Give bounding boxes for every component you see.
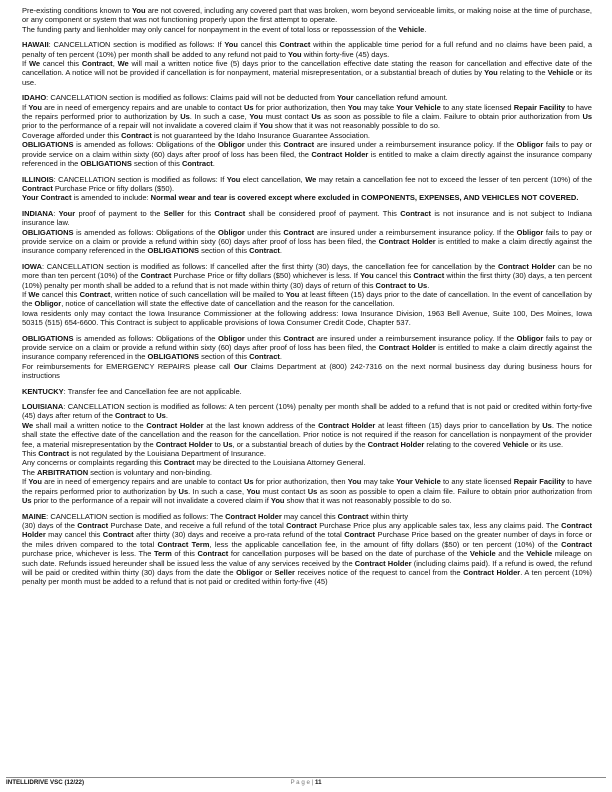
- bold-term: Contract: [163, 458, 195, 468]
- bold-term: Obligor: [236, 567, 263, 577]
- text-run: to: [212, 439, 223, 449]
- text-run: after thirty (30) days and receive a pro-rata refund of the total: [133, 530, 345, 540]
- bold-term: Contract Holder: [378, 343, 436, 352]
- text-run: : CANCELLATION section is modified as follows: The: [46, 511, 226, 521]
- paragraph: [22, 421, 592, 449]
- text-run: or its use.: [528, 439, 564, 449]
- footer-page-number: [6, 777, 606, 789]
- text-run: Purchase Date, and receive a full refund of the total: [108, 520, 287, 530]
- text-run: or: [262, 567, 275, 577]
- text-run: prior to the performance of a repair will not invalidate a covered claim if: [31, 496, 271, 506]
- text-run: section of this: [131, 159, 182, 169]
- bold-term: ILLINOIS: [22, 174, 54, 184]
- bold-term: Vehicle: [502, 439, 529, 449]
- text-run: If: [22, 289, 29, 299]
- paragraph: [22, 25, 592, 34]
- bold-term: Contract: [337, 511, 369, 521]
- bold-term: Contract: [249, 352, 280, 362]
- bold-term: Contract: [283, 333, 315, 343]
- bold-term: We: [117, 59, 129, 69]
- text-run: .: [279, 352, 282, 362]
- text-run: Purchase Price or fifty dollars ($50).: [52, 183, 175, 193]
- bold-term: Obligor: [34, 299, 62, 309]
- text-run: . In such a case,: [189, 112, 250, 122]
- text-run: for prior authorization, then: [253, 102, 348, 112]
- text-run: may take: [361, 102, 397, 112]
- bold-term: Contract Holder: [378, 236, 436, 246]
- bold-term: Obligor: [516, 140, 544, 150]
- text-run: Pre-existing conditions known to: [22, 6, 132, 15]
- bold-term: Us: [243, 477, 254, 487]
- text-run: is amended as follows: Obligations of the: [73, 333, 219, 343]
- text-run: at least fifteen (15) days prior to the date of cancellation. In the event of cancellation by the: [22, 289, 592, 309]
- text-run: Any concerns or complaints regarding this: [22, 458, 164, 468]
- document-body: [22, 6, 592, 587]
- bold-term: Contract: [279, 40, 311, 50]
- text-run: to have the repairs performed prior to authorization by: [22, 102, 592, 122]
- bold-term: OBLIGATIONS: [22, 333, 74, 343]
- text-run: to any state licensed: [440, 102, 514, 112]
- text-run: at the last known address of the: [203, 420, 319, 430]
- footer-form-id: INTELLIDRIVE VSC (12/22): [6, 779, 85, 786]
- paragraph: [22, 468, 592, 477]
- paragraph: [22, 131, 592, 140]
- text-run: are insured under a reimbursement insurance policy. If the: [314, 140, 517, 150]
- bold-term: Contract: [561, 539, 593, 549]
- bold-term: You: [360, 271, 374, 281]
- text-run: fails to pay or provide service on a claim within sixty (60) days after proof of loss has been filed, the: [22, 140, 592, 159]
- bold-term: You: [484, 68, 498, 78]
- bold-term: KENTUCKY: [22, 386, 64, 396]
- text-run: cancel this: [40, 59, 82, 69]
- bold-term: ARBITRATION: [37, 467, 89, 477]
- bold-term: Us: [243, 102, 254, 112]
- text-run: Iowa residents only may contact the Iowa Insurance Commissioner at the following address: Iowa Insurance Division, 1963 Bell Avenue, Suite 100, Des Moines, Iowa 50315 (515) 654-6600. This: [22, 308, 592, 328]
- text-run: to: [145, 411, 157, 421]
- bold-term: Contract: [181, 159, 213, 169]
- bold-term: We: [305, 174, 317, 184]
- paragraph: [22, 103, 592, 131]
- text-run: . The notice shall state the effective date of the cancellation and the reason for the cancellation. Prior notice is not required if the reason for cancellation is nonpayment of the provider fee, a material misrepresentation by the: [22, 420, 593, 449]
- text-run: cancel this: [373, 271, 414, 281]
- bold-term: Contract: [286, 520, 317, 530]
- text-run: for this: [184, 208, 215, 218]
- text-run: : Transfer fee and Cancellation fee are not applicable.: [63, 386, 242, 396]
- text-run: to any state licensed: [440, 477, 514, 487]
- paragraph: [22, 362, 592, 381]
- text-run: elect cancellation,: [240, 174, 306, 184]
- text-run: Purchase Price plus any applicable sales tax, less any claims paid. The: [316, 520, 562, 530]
- text-run: show that it was not reasonably possible to do so.: [284, 496, 452, 506]
- text-run: Contract: [116, 318, 145, 328]
- text-run: may be directed to the Louisiana Attorney General.: [194, 458, 366, 468]
- bold-term: You: [288, 49, 302, 59]
- bold-term: Us: [582, 112, 593, 122]
- text-run: at least fifteen (15) days prior to cancellation by: [375, 420, 543, 430]
- bold-term: You: [347, 477, 362, 487]
- bold-term: We: [28, 289, 40, 299]
- text-run: show that it was not reasonably possible to do so.: [272, 121, 440, 131]
- bold-term: Contract Holder: [463, 567, 521, 577]
- text-run: under this: [244, 333, 284, 343]
- text-run: If: [22, 102, 29, 112]
- text-run: within the first thirty (30) days, a ten percent (10%) penalty per month shall be added to a refund that is not made within thirty (30) days of return of this: [22, 271, 593, 290]
- bold-term: Vehicle: [398, 24, 425, 34]
- bold-term: Us: [311, 112, 321, 122]
- text-run: cancel this: [39, 289, 80, 299]
- paragraph: [22, 290, 592, 309]
- text-run: . In such a case,: [188, 486, 247, 496]
- text-run: is not regulated by the Louisiana Department of Insurance.: [69, 449, 266, 459]
- text-run: If: [22, 477, 29, 487]
- text-run: , written notice of such cancellation will be mailed to: [110, 289, 286, 299]
- paragraph: [22, 521, 592, 587]
- text-run: may retain a cancellation fee not to exceed the lesser of ten percent (10%) of the: [316, 174, 592, 184]
- text-run: for prior authorization, then: [253, 477, 348, 487]
- text-run: .: [212, 159, 215, 169]
- bold-term: Seller: [163, 208, 185, 218]
- bold-term: OBLIGATIONS: [147, 246, 200, 256]
- text-run: within the applicable time period for a full refund and no claims have been paid, a penalty of ten percent (10%) per month shall be added to any refund not paid to: [22, 40, 592, 59]
- bold-term: Us: [180, 112, 190, 122]
- bold-term: You: [28, 102, 42, 112]
- text-run: The funding party and lienholder may only cancel for nonpayment in the event of total loss or repossession of the: [22, 24, 399, 34]
- bold-term: Contract: [413, 271, 445, 281]
- bold-term: Contract: [283, 140, 315, 150]
- bold-term: We: [22, 420, 34, 430]
- bold-term: Contract: [214, 208, 246, 218]
- text-run: to have the repairs performed prior to authorization by: [22, 477, 592, 496]
- text-run: must contact: [260, 486, 308, 496]
- paragraph: [22, 228, 592, 256]
- text-run: section of this: [199, 246, 250, 256]
- bold-term: Contract Holder: [311, 149, 369, 159]
- text-run: relating to the: [497, 68, 548, 78]
- text-run: are in need of emergency repairs and are unable to contact: [41, 477, 244, 487]
- text-run: prior to the performance of a repair will not invalidate a covered claim if: [22, 121, 260, 131]
- text-run: .: [424, 24, 427, 34]
- bold-term: LOUISIANA: [22, 402, 64, 412]
- text-run: If: [22, 59, 29, 69]
- bold-term: You: [224, 40, 238, 50]
- bold-term: Contract to Us: [375, 280, 428, 290]
- bold-term: Obligor: [516, 333, 544, 343]
- text-run: shall mail a written notice to the: [33, 420, 147, 430]
- bold-term: You: [249, 112, 263, 122]
- text-run: is entitled to make a claim directly against the insurance company referenced in the: [22, 236, 592, 256]
- bold-term: Our: [233, 361, 248, 371]
- bold-term: Vehicle: [526, 549, 553, 559]
- bold-term: Contract Holder: [225, 511, 282, 521]
- page-footer: [6, 777, 606, 789]
- text-run: is not insurance and is not subject to Indiana insurance law.: [22, 208, 592, 228]
- text-run: may cancel this: [281, 511, 338, 521]
- bold-term: Contract: [81, 59, 113, 69]
- text-run: and the: [495, 549, 527, 559]
- paragraph: [22, 140, 592, 168]
- bold-term: OBLIGATIONS: [22, 140, 74, 150]
- text-run: of this: [171, 549, 198, 559]
- bold-term: You: [347, 102, 362, 112]
- bold-term: Your: [58, 208, 76, 218]
- text-run: mileage on such date. Refunds issued hereunder shall be issued less the value of any services received by the: [22, 549, 592, 568]
- text-run: within thirty: [368, 511, 409, 521]
- bold-term: OBLIGATIONS: [147, 352, 200, 362]
- bold-term: Contract Holder: [155, 439, 213, 449]
- bold-term: Us: [307, 486, 318, 496]
- bold-term: Contract: [79, 289, 111, 299]
- text-run: , or a substantial breach of duties by the: [232, 439, 368, 449]
- bold-term: Repair Facility: [513, 477, 566, 487]
- bold-term: Contract Holder: [367, 439, 425, 449]
- paragraph: [22, 387, 592, 396]
- bold-term: Seller: [274, 567, 295, 577]
- bold-term: HAWAII: [22, 40, 49, 50]
- text-run: or its use.: [22, 68, 593, 87]
- bold-term: Contract: [344, 530, 376, 540]
- text-run: : CANCELLATION section is modified as follows: If: [48, 40, 225, 50]
- text-run: is amended as follows: Obligations of the: [73, 140, 219, 150]
- text-run: relating to the covered: [424, 439, 503, 449]
- bold-term: Us: [22, 496, 32, 506]
- text-run: is subject to applicable provisions of Iowa Consumer Credit Code, Chapter 537.: [144, 318, 411, 328]
- text-run: The: [22, 467, 38, 477]
- text-run: .: [427, 280, 430, 290]
- paragraph: [22, 40, 592, 59]
- text-run: is entitled to make a claim directly against the insurance company referenced in the: [22, 343, 592, 362]
- page-number: 11: [315, 779, 322, 786]
- text-run: under this: [244, 227, 284, 237]
- paragraph: [22, 262, 592, 290]
- paragraph: [22, 209, 592, 228]
- bold-term: MAINE: [22, 511, 47, 521]
- text-run: .: [165, 411, 168, 421]
- text-run: are insured under a reimbursement insurance policy. If the: [314, 333, 517, 343]
- bold-term: Obligor: [516, 227, 544, 237]
- bold-term: Your Vehicle: [396, 477, 441, 487]
- bold-term: Term: [154, 549, 172, 559]
- bold-term: Contract Holder: [146, 420, 204, 430]
- bold-term: You: [246, 486, 261, 496]
- bold-term: You: [259, 121, 273, 131]
- bold-term: OBLIGATIONS: [22, 227, 74, 237]
- text-run: cancellation refund amount.: [353, 93, 448, 103]
- text-run: shall be considered proof of payment. This: [245, 208, 401, 218]
- paragraph: [22, 334, 592, 362]
- text-run: : CANCELLATION section is modified as follows: If cancelled after the first thirty (30) days, the cancellation fee for cancellation by the: [42, 261, 498, 271]
- bold-term: Us: [156, 411, 166, 421]
- bold-term: We: [28, 59, 41, 69]
- bold-term: Obligor: [218, 140, 245, 150]
- text-run: may cancel this: [45, 530, 103, 540]
- bold-term: Obligor: [218, 333, 245, 343]
- bold-term: IOWA: [22, 261, 42, 271]
- bold-term: You: [131, 6, 146, 15]
- paragraph: [22, 93, 592, 102]
- bold-term: Contract: [283, 227, 315, 237]
- text-run: receives notice of the request to cancel from the: [294, 567, 464, 577]
- bold-term: You: [226, 174, 241, 184]
- bold-term: Contract: [249, 246, 280, 256]
- bold-term: You: [285, 289, 300, 299]
- text-run: For reimbursements for EMERGENCY REPAIRS please call: [22, 361, 234, 371]
- text-run: as soon as possible to open a claim file. Failure to obtain prior authorization from: [317, 486, 592, 496]
- bold-term: OBLIGATIONS: [80, 159, 132, 169]
- text-run: section of this: [199, 352, 250, 362]
- text-run: : CANCELLATION section is modified as follows: A ten percent (10%) penalty per month shall be added to a refund that is not paid or credited within forty-five (45) days after return of the: [22, 402, 592, 421]
- bold-term: Contract: [114, 411, 146, 421]
- text-run: This: [22, 449, 39, 459]
- text-run: .: [279, 246, 282, 256]
- text-run: as soon as possible to file a claim. Failure to obtain prior authorization from: [320, 112, 583, 122]
- paragraph: [22, 402, 592, 421]
- paragraph: [22, 193, 592, 202]
- text-run: Purchase Price or fifty dollars ($50) whichever is less. If: [171, 271, 361, 281]
- bold-term: Us: [542, 420, 552, 430]
- bold-term: Us: [178, 486, 189, 496]
- text-run: is not guaranteed by the Idaho Insurance Guarantee Association.: [151, 130, 371, 140]
- bold-term: Normal wear and tear is covered except where excluded in COMPONENTS, EXPENSES, AND VEHICLES NOT COVERED.: [150, 193, 579, 203]
- text-run: (30) days of the: [22, 520, 78, 530]
- text-run: can be no more than ten percent (10%) of the: [22, 261, 592, 281]
- text-run: must contact: [262, 112, 312, 122]
- bold-term: Vehicle: [469, 549, 496, 559]
- paragraph: [22, 458, 592, 467]
- text-run: : CANCELLATION section is modified as follows: If: [53, 174, 227, 184]
- text-run: fails to pay or provide service on a claim or provide a refund within sixty (60) days after proof of loss has been filed, the: [22, 333, 592, 352]
- paragraph: [22, 175, 592, 194]
- paragraph: [22, 512, 592, 521]
- text-run: , less the applicable cancellation fee, in the amount of fifty dollars ($50) or ten percent (10%) of the: [209, 539, 562, 549]
- text-run: purchase price, whichever is less. The: [22, 549, 155, 559]
- bold-term: Obligor: [218, 227, 245, 237]
- text-run: Coverage afforded under this: [22, 130, 122, 140]
- bold-term: Contract: [197, 549, 229, 559]
- text-run: proof of payment to the: [75, 208, 164, 218]
- bold-term: Your Vehicle: [396, 102, 441, 112]
- text-run: are insured under a reimbursement insurance policy. If the: [314, 227, 517, 237]
- text-run: are in need of emergency repairs and are unable to contact: [41, 102, 244, 112]
- bold-term: Contract: [22, 183, 53, 193]
- paragraph: [22, 449, 592, 458]
- text-run: :: [53, 208, 59, 218]
- text-run: is amended to include:: [71, 193, 151, 203]
- bold-term: Contract Holder: [22, 520, 592, 540]
- paragraph: [22, 6, 592, 25]
- paragraph: [22, 477, 592, 505]
- text-run: ,: [112, 59, 118, 69]
- paragraph: [22, 59, 592, 87]
- text-run: is entitled to make a claim directly against the insurance company referenced in the: [22, 149, 593, 169]
- bold-term: Us: [222, 439, 233, 449]
- text-run: , notice of cancellation will state the effective date of cancellation and the reason for the cancellation.: [61, 299, 395, 309]
- text-run: fails to pay or provide service on a claim or provide a refund within sixty (60) days after proof of loss has been filed, the: [22, 227, 592, 246]
- text-run: for cancellation purposes will be based on the date of purchase of the: [228, 549, 470, 559]
- text-run: (including claims paid). If a refund is owed, the refund will be paid or credited within thirty (30) days from the date the: [22, 558, 592, 577]
- text-run: : CANCELLATION section is modified as follows: Claims paid will not be deducted from: [46, 93, 337, 103]
- text-run: may take: [361, 477, 397, 487]
- bold-term: Contract Holder: [318, 420, 376, 430]
- bold-term: Contract: [121, 130, 152, 140]
- bold-term: You: [28, 477, 42, 487]
- bold-term: Your: [336, 93, 354, 103]
- bold-term: INDIANA: [22, 208, 54, 218]
- bold-term: You: [270, 496, 285, 506]
- bold-term: Contract: [102, 530, 134, 540]
- bold-term: Contract: [140, 271, 172, 281]
- bold-term: Contract: [400, 208, 432, 218]
- text-run: is amended as follows: Obligations of the: [73, 227, 219, 237]
- text-run: section is voluntary and non-binding.: [88, 467, 212, 477]
- text-run: cancel this: [237, 40, 280, 50]
- bold-term: Contract Holder: [354, 558, 412, 568]
- bold-term: Contract Term: [157, 539, 210, 549]
- text-run: under this: [244, 140, 284, 150]
- bold-term: IDAHO: [22, 93, 47, 103]
- bold-term: Repair Facility: [513, 102, 566, 112]
- page-prefix: P a g e |: [290, 779, 314, 786]
- bold-term: Contract: [38, 449, 70, 459]
- bold-term: Vehicle: [547, 68, 574, 78]
- text-run: Claims Department at (800) 242-7316 on the next normal business day during business hours for instructions: [22, 361, 592, 381]
- paragraph: [22, 309, 592, 328]
- text-run: Purchase Price based on the greater number of days in force or the miles driven compared to the total: [22, 530, 593, 549]
- text-run: within forty-five (45) days.: [301, 49, 390, 59]
- text-run: will mail a written notice five (5) days prior to the cancellation effective date stating the reason for cancellation and effective date of the cancellation. A notice will not be provided if cancellation is for nonpayment, material misrepresentation, or a substantial breach of duties by: [22, 59, 592, 78]
- bold-term: Contract Holder: [498, 261, 556, 271]
- text-run: . A ten percent (10%) penalty per month must be added to a refund that is not paid or credited within forty-five (45): [22, 567, 592, 587]
- bold-term: Contract: [77, 520, 109, 530]
- bold-term: Your Contract: [22, 193, 72, 203]
- text-run: are not covered, including any covered part that was broken, worn beyond serviceable limits, or making noise at the time of purchase, or any component or system that was not functioning properly upon the first attempt to operate.: [22, 6, 592, 25]
